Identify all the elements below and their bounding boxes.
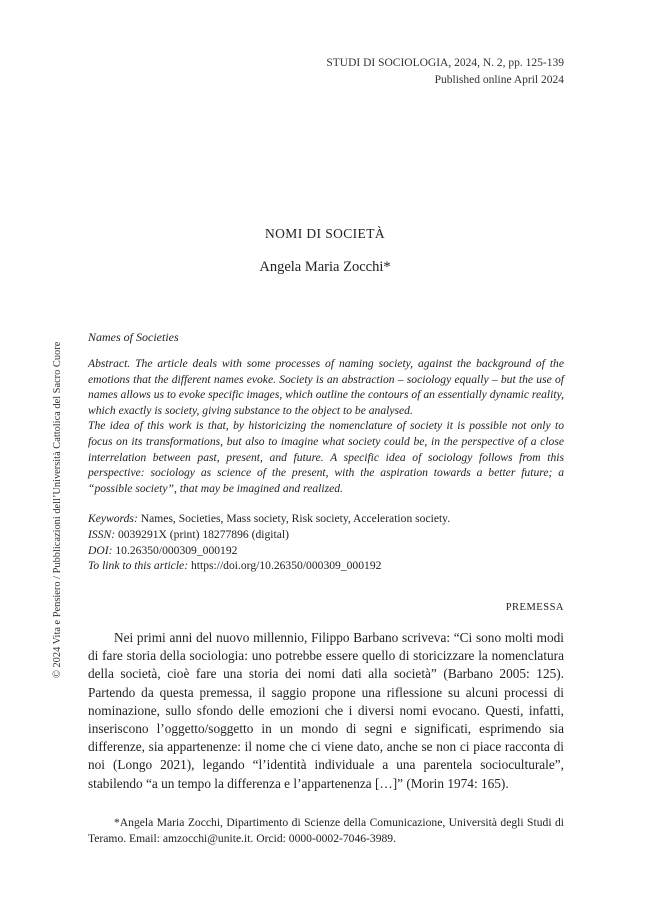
footnote-text: *Angela Maria Zocchi, Dipartimento di Scienze della Comunicazione, Università degli Studi di Teramo. Email: amzocchi@unite.it. Orcid: 0000-0002-7046-3989. [88,816,564,845]
issn-line [88,527,564,543]
doi-line [88,543,564,559]
keywords-line [88,511,564,527]
section-heading: PREMESSA [505,602,564,613]
article-title: NOMI DI SOCIETÀ [265,226,385,241]
doi-label: DOI: [88,543,113,557]
link-line [88,558,564,574]
journal-citation: STUDI DI SOCIOLOGIA, 2024, N. 2, pp. 125-139 [326,57,564,69]
abstract [88,356,564,496]
link-label: To link to this article: [88,559,189,573]
abstract-paragraph-1: Abstract. The article deals with some processes of naming society, against the background of the emotions that the different names evoke. Society is an abstraction – sociology equally – but the use of names allows us to evoke specific images, which outline the contours of an essentially dynamic reality, which exactly is society, giving substance to the object to be analysed. [88,357,564,417]
side-copyright: © 2024 Vita e Pensiero / Pubblicazioni dell’Università Cattolica del Sacro Cuore [52,341,63,678]
body-text [88,629,564,793]
body-paragraph: Nei primi anni del nuovo millennio, Filippo Barbano scriveva: “Ci sono molti modi di fare storia della sociologia: uno potrebbe essere quello di storicizzare la nomenclatura della società, cioè fare una storia dei nomi dati alla società” (Barbano 2005: 125). Partendo da questa premessa, il saggio propone una riflessione su alcuni processi di nominazione, sullo sfondo delle emozioni che i diversi nomi evocano. Questi, infatti, inseriscono l’oggetto/soggetto in un mondo di segni e significati, esprimendo sia differenze, sia appartenenze: il nome che ci viene dato, anche se non ci piace racconta di noi (Longo 2021), legando “l’identità individuale a una parentela socioculturale”, stabilendo “a un tempo la differenza e l’appartenenza […]” (Morin 1974: 165). [88,630,564,791]
journal-header [326,55,564,89]
issn-label: ISSN: [88,527,116,541]
keywords-value: Names, Societies, Mass society, Risk society, Acceleration society. [137,512,451,525]
author-footnote [88,815,564,846]
published-date: Published online April 2024 [434,74,564,86]
article-link[interactable]: https://doi.org/10.26350/000309_000192 [188,559,382,573]
abstract-paragraph-2: The idea of this work is that, by historicizing the nomenclature of society it is possible not only to focus on its transformations, but also to imagine what society could be, in the perspective of a close interrelation between past, present, and future. A specific idea of sociology follows from this perspective: sociology as science of the present, with the aspiration towards a better future; a “possible society”, that may be imagined and realized. [88,419,564,495]
doi-value: 10.26350/000309_000192 [112,543,238,557]
article-metadata [88,511,564,574]
article-author: Angela Maria Zocchi* [259,259,391,275]
issn-value: 0039291X (print) 18277896 (digital) [115,527,289,541]
keywords-label: Keywords: [88,512,138,525]
english-title: Names of Societies [88,330,179,344]
